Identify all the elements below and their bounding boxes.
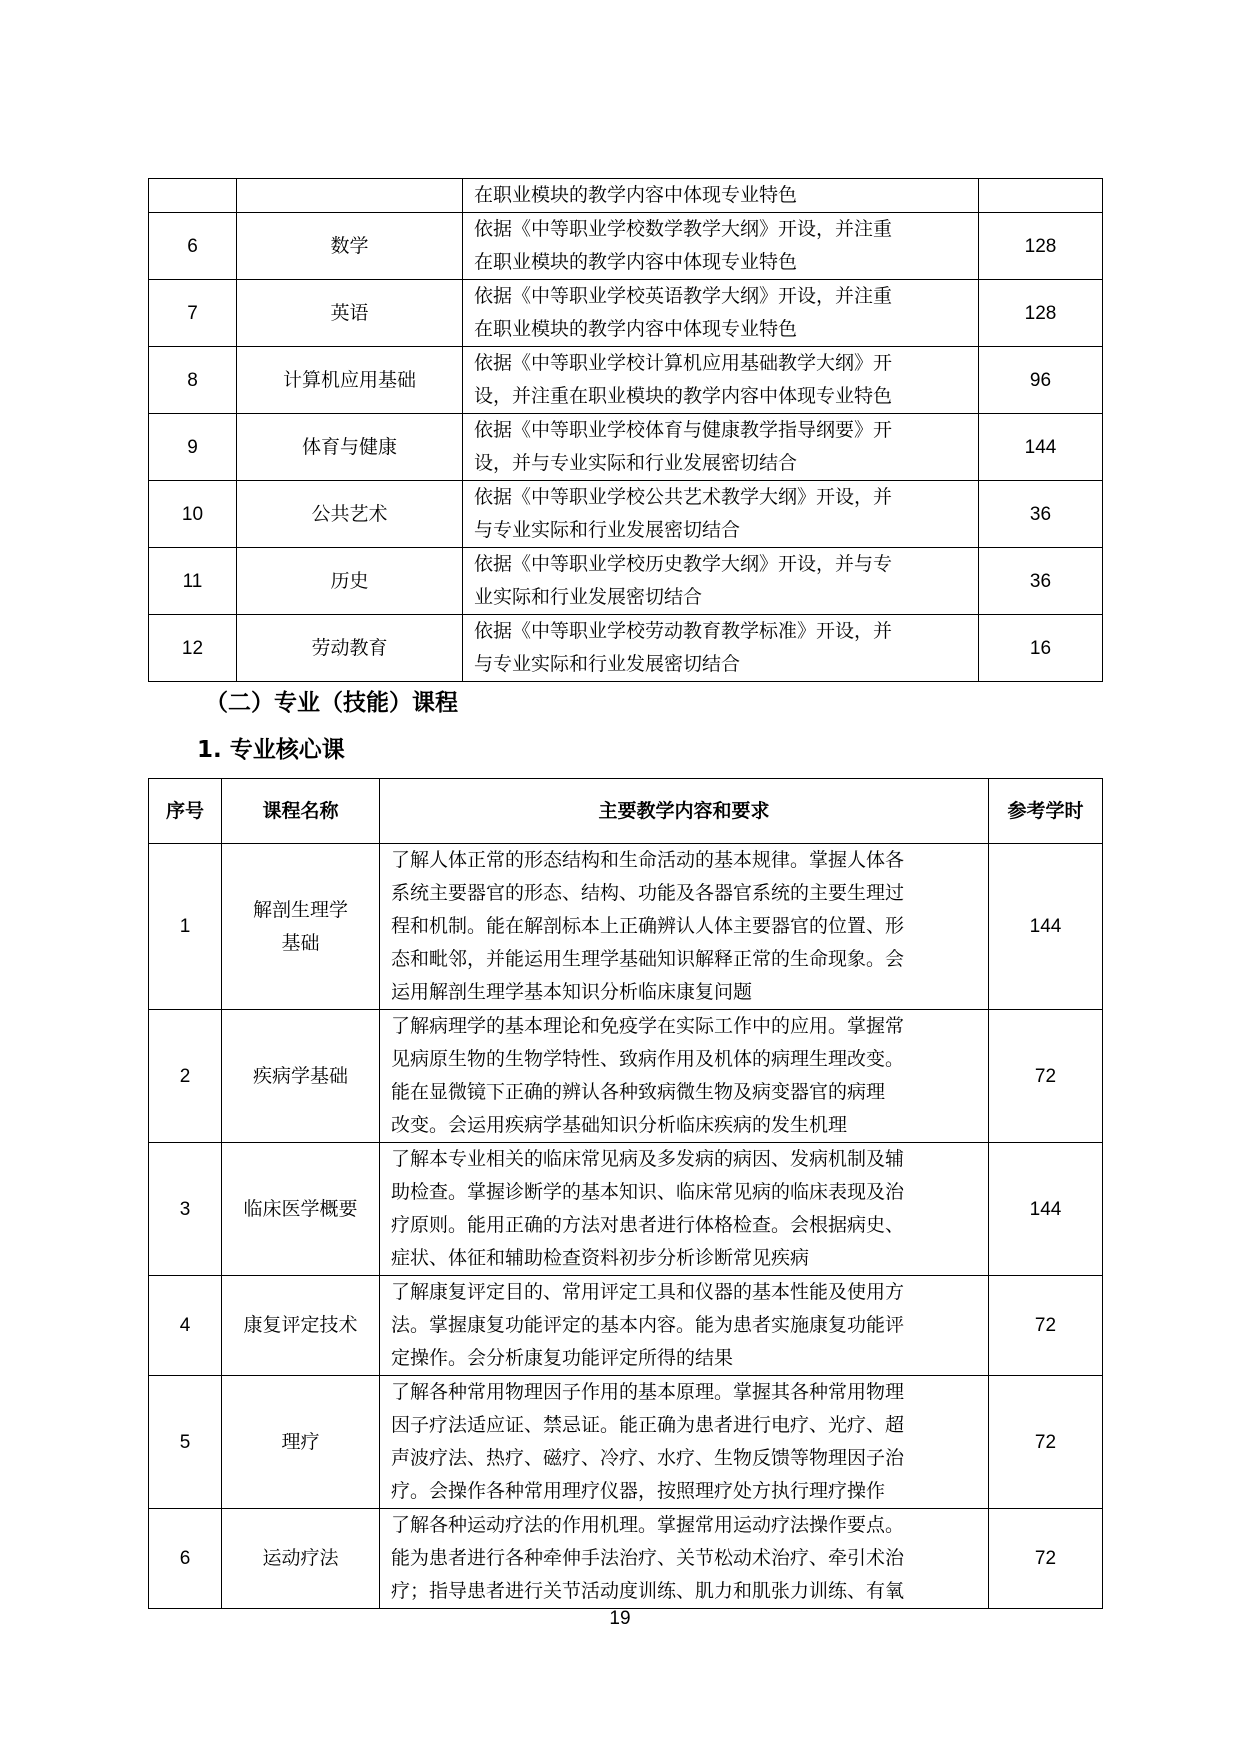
description-line: 了解人体正常的形态结构和生命活动的基本规律。掌握人体各: [391, 849, 905, 871]
description-line: 系统主要器官的形态、结构、功能及各器官系统的主要生理过: [391, 882, 905, 904]
table-row: [149, 615, 1103, 682]
course-number: 1: [149, 844, 222, 1010]
description-line: 能在显微镜下正确的辨认各种致病微生物及病变器官的病理: [391, 1081, 886, 1103]
description-line: 设，并注重在职业模块的教学内容中体现专业特色: [474, 385, 893, 407]
course-number: 2: [149, 1010, 222, 1143]
course-name: 计算机应用基础: [237, 347, 463, 414]
core-courses-table-body: [149, 844, 1103, 1609]
description-line: 能为患者进行各种牵伸手法治疗、关节松动术治疗、牵引术治: [391, 1547, 905, 1569]
description-line: 疗原则。能用正确的方法对患者进行体格检查。会根据病史、: [391, 1214, 905, 1236]
course-description: [463, 414, 979, 481]
table-row: [149, 1143, 1103, 1276]
description-line: 了解各种常用物理因子作用的基本原理。掌握其各种常用物理: [391, 1381, 905, 1403]
course-name-line: 疾病学基础: [252, 1064, 348, 1087]
description-line: 声波疗法、热疗、磁疗、冷疗、水疗、生物反馈等物理因子治: [391, 1447, 905, 1469]
course-number: 11: [149, 548, 237, 615]
section-heading: （二）专业（技能）课程: [205, 690, 458, 716]
description-line: 依据《中等职业学校计算机应用基础教学大纲》开: [474, 352, 893, 374]
course-name: [222, 1143, 380, 1276]
course-number: 12: [149, 615, 237, 682]
header-no: 序号: [149, 779, 222, 844]
course-hours: 72: [989, 1276, 1103, 1376]
description-line: 与专业实际和行业发展密切结合: [474, 519, 741, 541]
table-row: [149, 213, 1103, 280]
description-line: 依据《中等职业学校历史教学大纲》开设，并与专: [474, 553, 893, 575]
description-line: 态和毗邻，并能运用生理学基础知识解释正常的生命现象。会: [391, 948, 905, 970]
course-hours: 144: [989, 844, 1103, 1010]
course-name: 历史: [237, 548, 463, 615]
course-name-line: 基础: [281, 931, 320, 954]
table-row: [149, 1376, 1103, 1509]
course-hours: 128: [979, 213, 1103, 280]
description-line: 设，并与专业实际和行业发展密切结合: [474, 452, 798, 474]
table-row: [149, 1509, 1103, 1609]
table-row: [149, 548, 1103, 615]
description-line: 定操作。会分析康复功能评定所得的结果: [391, 1347, 734, 1369]
course-description: [380, 1010, 989, 1143]
description-line: 依据《中等职业学校公共艺术教学大纲》开设，并: [474, 486, 893, 508]
header-hours: 参考学时: [989, 779, 1103, 844]
course-name: [222, 1010, 380, 1143]
course-description: [380, 1376, 989, 1509]
description-line: 程和机制。能在解剖标本上正确辨认人体主要器官的位置、形: [391, 915, 905, 937]
description-line: 改变。会运用疾病学基础知识分析临床疾病的发生机理: [391, 1114, 848, 1136]
course-hours: 72: [989, 1010, 1103, 1143]
general-courses-table: [148, 178, 1103, 682]
course-description: [380, 1143, 989, 1276]
description-line: 运用解剖生理学基本知识分析临床康复问题: [391, 981, 753, 1003]
course-hours: 72: [989, 1376, 1103, 1509]
course-hours: 144: [979, 414, 1103, 481]
course-hours: [979, 179, 1103, 213]
description-line: 疗。会操作各种常用理疗仪器，按照理疗处方执行理疗操作: [391, 1480, 886, 1502]
header-row: [149, 779, 1103, 844]
table-row: [149, 1010, 1103, 1143]
description-line: 在职业模块的教学内容中体现专业特色: [474, 251, 798, 273]
description-line: 疗；指导患者进行关节活动度训练、肌力和肌张力训练、有氧: [391, 1580, 905, 1602]
course-name-line: 康复评定技术: [243, 1314, 358, 1336]
course-name: [222, 1509, 380, 1609]
course-description: [380, 844, 989, 1010]
course-name-line: 临床医学概要: [243, 1197, 358, 1220]
description-line: 依据《中等职业学校劳动教育教学标准》开设，并: [474, 620, 893, 642]
course-description: [463, 280, 979, 347]
core-courses-table: [148, 778, 1103, 1609]
description-line: 症状、体征和辅助检查资料初步分析诊断常见疾病: [391, 1247, 810, 1269]
course-hours: 36: [979, 481, 1103, 548]
course-number: 3: [149, 1143, 222, 1276]
course-description: [380, 1509, 989, 1609]
table-row: [149, 280, 1103, 347]
course-hours: 128: [979, 280, 1103, 347]
course-name: [237, 179, 463, 213]
course-description: [463, 481, 979, 548]
course-description: [463, 615, 979, 682]
course-name: 数学: [237, 213, 463, 280]
course-name: [222, 844, 380, 1010]
description-line: 了解病理学的基本理论和免疫学在实际工作中的应用。掌握常: [391, 1015, 905, 1037]
course-number: 10: [149, 481, 237, 548]
subsection-heading: 1. 专业核心课: [197, 737, 345, 763]
description-line: 了解康复评定目的、常用评定工具和仪器的基本性能及使用方: [391, 1281, 905, 1303]
description-line: 依据《中等职业学校体育与健康教学指导纲要》开: [474, 419, 893, 441]
table-row: [149, 1276, 1103, 1376]
course-number: 6: [149, 1509, 222, 1609]
course-hours: 16: [979, 615, 1103, 682]
course-description: [380, 1276, 989, 1376]
course-name-line: 理疗: [281, 1430, 320, 1453]
course-hours: 144: [989, 1143, 1103, 1276]
description-line: 了解本专业相关的临床常见病及多发病的病因、发病机制及辅: [391, 1148, 905, 1170]
course-description: [463, 213, 979, 280]
course-name: 英语: [237, 280, 463, 347]
description-line: 依据《中等职业学校数学教学大纲》开设，并注重: [474, 218, 893, 240]
course-description: [463, 548, 979, 615]
table-row: [149, 844, 1103, 1010]
header-name: 课程名称: [222, 779, 380, 844]
course-number: 7: [149, 280, 237, 347]
description-line: 在职业模块的教学内容中体现专业特色: [474, 184, 798, 206]
table-row: [149, 481, 1103, 548]
course-name: 劳动教育: [237, 615, 463, 682]
description-line: 与专业实际和行业发展密切结合: [474, 653, 741, 675]
course-name: [222, 1376, 380, 1509]
course-number: [149, 179, 237, 213]
description-line: 法。掌握康复功能评定的基本内容。能为患者实施康复功能评: [391, 1314, 905, 1336]
course-number: 5: [149, 1376, 222, 1509]
table-row: [149, 179, 1103, 213]
table-row: [149, 414, 1103, 481]
course-name-line: 运动疗法: [262, 1547, 339, 1569]
description-line: 业实际和行业发展密切结合: [474, 586, 703, 608]
table-row: [149, 347, 1103, 414]
course-description: [463, 347, 979, 414]
description-line: 了解各种运动疗法的作用机理。掌握常用运动疗法操作要点。: [391, 1514, 905, 1536]
page-number: 19: [609, 1608, 631, 1629]
course-name-line: 解剖生理学: [252, 898, 348, 921]
course-description: [463, 179, 979, 213]
course-name: 公共艺术: [237, 481, 463, 548]
course-hours: 36: [979, 548, 1103, 615]
course-number: 8: [149, 347, 237, 414]
course-name: 体育与健康: [237, 414, 463, 481]
description-line: 见病原生物的生物学特性、致病作用及机体的病理生理改变。: [391, 1048, 905, 1070]
description-line: 助检查。掌握诊断学的基本知识、临床常见病的临床表现及治: [391, 1181, 905, 1203]
course-hours: 96: [979, 347, 1103, 414]
description-line: 依据《中等职业学校英语教学大纲》开设，并注重: [474, 285, 893, 307]
course-hours: 72: [989, 1509, 1103, 1609]
header-content: 主要教学内容和要求: [380, 779, 989, 844]
course-number: 9: [149, 414, 237, 481]
description-line: 因子疗法适应证、禁忌证。能正确为患者进行电疗、光疗、超: [391, 1414, 905, 1436]
general-courses-table-body: [149, 179, 1103, 682]
course-number: 6: [149, 213, 237, 280]
description-line: 在职业模块的教学内容中体现专业特色: [474, 318, 798, 340]
course-number: 4: [149, 1276, 222, 1376]
course-name: [222, 1276, 380, 1376]
